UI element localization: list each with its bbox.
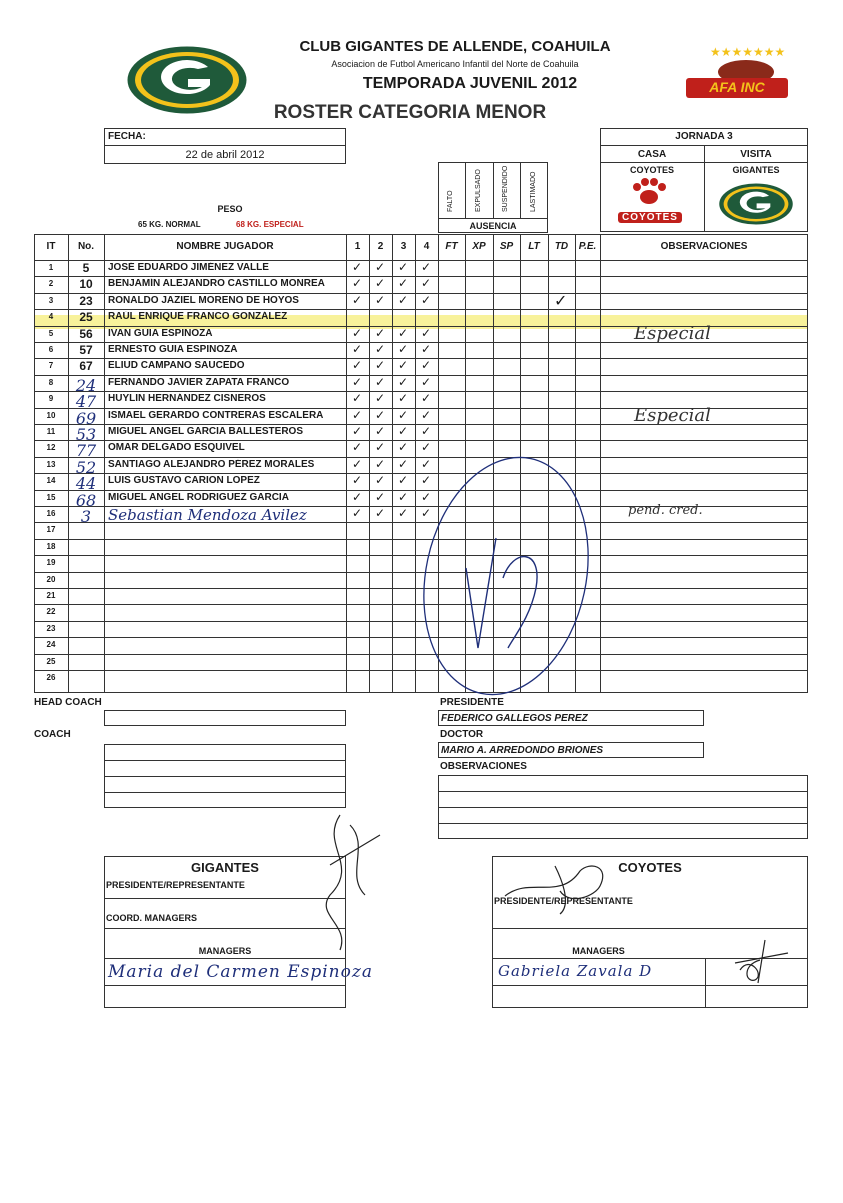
- col-no: No.: [77, 241, 95, 252]
- quarter-check-icon[interactable]: ✓: [352, 325, 363, 340]
- quarter-check-icon[interactable]: ✓: [398, 276, 409, 291]
- col-lt: LT: [528, 241, 540, 252]
- row-player-name: Sebastian Mendoza Avilez: [108, 506, 307, 524]
- quarter-check-icon[interactable]: ✓: [421, 407, 432, 422]
- row-number: 57: [79, 343, 93, 357]
- fecha-value: 22 de abril 2012: [185, 149, 265, 161]
- row-number: 68: [75, 490, 97, 510]
- quarter-check-icon[interactable]: ✓: [421, 391, 432, 406]
- row-it: 18: [46, 541, 56, 551]
- coyotes-title: COYOTES: [618, 860, 682, 875]
- row-number: 10: [79, 277, 93, 292]
- quarter-check-icon[interactable]: ✓: [375, 391, 386, 406]
- row-player-name: FERNANDO JAVIER ZAPATA FRANCO: [108, 376, 290, 388]
- quarter-check-icon[interactable]: ✓: [398, 506, 409, 520]
- peso-label: PESO: [217, 204, 243, 214]
- quarter-check-icon[interactable]: ✓: [398, 325, 409, 340]
- col-it: IT: [46, 241, 56, 252]
- coach-label: COACH: [34, 729, 71, 740]
- row-number: 44: [75, 474, 97, 494]
- td-check-icon[interactable]: ✓: [554, 292, 568, 310]
- coyotes-manager-name: Gabriela Zavala D: [498, 962, 653, 980]
- quarter-check-icon[interactable]: ✓: [398, 391, 409, 406]
- row-it: 9: [48, 394, 54, 404]
- col-q2: 2: [377, 241, 384, 252]
- row-player-name: ELIUD CAMPANO SAUCEDO: [108, 360, 245, 372]
- row-player-name: IVAN GUIA ESPINOZA: [108, 327, 213, 339]
- row-number: 56: [79, 326, 93, 341]
- peso-especial: 68 KG. ESPECIAL: [236, 220, 304, 229]
- row-it: 1: [48, 263, 54, 272]
- gigantes-signature-mark: [310, 805, 390, 960]
- falto-label: FALTO: [447, 190, 454, 212]
- lastimado-label: LASTIMADO: [530, 171, 537, 212]
- quarter-check-icon[interactable]: ✓: [375, 325, 386, 340]
- quarter-check-icon[interactable]: ✓: [398, 407, 409, 422]
- quarter-check-icon[interactable]: ✓: [421, 456, 432, 471]
- coyotes-paw-icon: [624, 177, 674, 216]
- doctor-field[interactable]: MARIO A. ARREDONDO BRIONES: [438, 742, 704, 758]
- quarter-check-icon[interactable]: ✓: [375, 506, 386, 520]
- row-player-name: LUIS GUSTAVO CARION LOPEZ: [108, 475, 260, 487]
- row-it: 24: [46, 640, 56, 650]
- quarter-check-icon[interactable]: ✓: [421, 506, 432, 520]
- observaciones-label: OBSERVACIONES: [440, 761, 527, 772]
- quarter-check-icon[interactable]: ✓: [421, 292, 432, 307]
- col-q3: 3: [400, 241, 407, 252]
- gigantes-managers-label: MANAGERS: [198, 946, 252, 956]
- quarter-check-icon[interactable]: ✓: [352, 407, 363, 422]
- quarter-check-icon[interactable]: ✓: [352, 506, 363, 520]
- casa-team: COYOTES: [629, 165, 674, 175]
- association-subtitle: Asociacion de Futbol Americano Infantil del Norte de Coahuila: [331, 59, 579, 69]
- quarter-check-icon[interactable]: ✓: [398, 456, 409, 471]
- row-player-name: HUYLIN HERNÁNDEZ CISNEROS: [108, 393, 266, 405]
- coyotes-pres-label: PRESIDENTE/REPRESENTANTE: [494, 896, 633, 906]
- row-player-name: SANTIAGO ALEJANDRO PÉREZ MORALES: [108, 458, 315, 470]
- row-it: 6: [48, 345, 54, 354]
- row-player-name: RONALDO JAZIEL MORENO DE HOYOS: [108, 294, 299, 306]
- handwritten-mark: [418, 448, 593, 713]
- visita-team: GIGANTES: [732, 165, 780, 175]
- gigantes-manager-name: Maria del Carmen Espinoza: [108, 962, 373, 982]
- row-player-name: OMAR DELGADO ESQUIVEL: [108, 442, 245, 454]
- quarter-check-icon[interactable]: ✓: [398, 342, 409, 356]
- row-it: 10: [46, 410, 56, 420]
- quarter-check-icon[interactable]: ✓: [421, 424, 432, 438]
- quarter-check-icon[interactable]: ✓: [375, 456, 386, 471]
- quarter-check-icon[interactable]: ✓: [352, 276, 363, 291]
- quarter-check-icon[interactable]: ✓: [398, 440, 409, 455]
- quarter-check-icon[interactable]: ✓: [375, 260, 386, 274]
- row-it: 13: [46, 459, 56, 469]
- row-player-name: BENJAMÍN ALEJANDRO CASTILLO MONREA: [108, 278, 325, 290]
- presidente-label: PRESIDENTE: [440, 697, 504, 708]
- gigantes-coord-label: COORD. MANAGERS: [106, 913, 198, 923]
- season-title: TEMPORADA JUVENIL 2012: [362, 75, 578, 92]
- row-number: 3: [80, 507, 92, 526]
- col-td: TD: [554, 241, 569, 252]
- coyotes-signature-mark: [500, 856, 620, 921]
- quarter-check-icon[interactable]: ✓: [375, 424, 386, 438]
- quarter-check-icon[interactable]: ✓: [352, 440, 363, 455]
- row-it: 8: [48, 377, 54, 387]
- row-it: 16: [46, 509, 56, 518]
- head-coach-label: HEAD COACH: [34, 697, 102, 708]
- presidente-field[interactable]: FEDERICO GALLEGOS PEREZ: [438, 710, 704, 726]
- quarter-check-icon[interactable]: ✓: [352, 391, 363, 406]
- visita-label: VISITA: [740, 149, 772, 160]
- quarter-check-icon[interactable]: ✓: [375, 489, 386, 504]
- row-number: 52: [75, 457, 97, 477]
- roster-title: ROSTER CATEGORIA MENOR: [273, 102, 547, 123]
- row-it: 5: [48, 328, 54, 338]
- quarter-check-icon[interactable]: ✓: [352, 358, 363, 373]
- afa-logo: [684, 42, 794, 102]
- row-observation: Especial: [634, 322, 711, 344]
- row-number: 24: [75, 375, 97, 395]
- afa-logo-text: AFA INC: [709, 79, 765, 95]
- jornada-title: JORNADA 3: [675, 131, 733, 142]
- quarter-check-icon[interactable]: ✓: [352, 260, 363, 274]
- quarter-check-icon[interactable]: ✓: [352, 374, 363, 389]
- row-it: 26: [46, 673, 56, 682]
- quarter-check-icon[interactable]: ✓: [398, 489, 409, 504]
- col-name: NOMBRE JUGADOR: [176, 241, 274, 252]
- quarter-check-icon[interactable]: ✓: [398, 292, 409, 307]
- gigantes-title: GIGANTES: [191, 860, 259, 875]
- row-observation: Especial: [634, 404, 711, 426]
- row-player-name: RAÚL ENRIQUE FRANCO GONZÁLEZ: [108, 311, 288, 323]
- expulsado-label: EXPULSADO: [475, 169, 482, 212]
- quarter-check-icon[interactable]: ✓: [421, 342, 432, 356]
- quarter-check-icon[interactable]: ✓: [421, 260, 432, 274]
- ausencia-label: AUSENCIA: [469, 221, 517, 231]
- head-coach-field[interactable]: [104, 710, 346, 726]
- quarter-check-icon[interactable]: ✓: [352, 489, 363, 504]
- col-ft: FT: [445, 241, 458, 252]
- row-number: 77: [75, 441, 97, 461]
- col-xp: XP: [472, 241, 486, 252]
- quarter-check-icon[interactable]: ✓: [421, 489, 432, 504]
- row-it: 4: [48, 312, 54, 322]
- gigantes-logo-top: [126, 45, 248, 120]
- row-it: 2: [48, 279, 54, 289]
- coyotes-managers-label: MANAGERS: [572, 946, 625, 956]
- row-it: 7: [48, 361, 54, 371]
- quarter-check-icon[interactable]: ✓: [352, 424, 363, 438]
- row-it: 3: [48, 295, 54, 305]
- quarter-check-icon[interactable]: ✓: [421, 473, 432, 488]
- quarter-check-icon[interactable]: ✓: [375, 374, 386, 389]
- quarter-check-icon[interactable]: ✓: [398, 374, 409, 389]
- row-it: 25: [46, 656, 56, 666]
- row-player-name: MIGUEL ANGEL RODRIGUEZ GARCIA: [108, 491, 289, 503]
- col-q1: 1: [354, 241, 361, 252]
- quarter-check-icon[interactable]: ✓: [398, 358, 409, 373]
- quarter-check-icon[interactable]: ✓: [421, 358, 432, 373]
- gigantes-pres-label: PRESIDENTE/REPRESENTANTE: [106, 880, 245, 890]
- row-player-name: ISMAEL GERARDO CONTRERAS ESCALERA: [108, 409, 324, 421]
- row-it: 21: [46, 591, 56, 600]
- row-it: 14: [46, 476, 56, 486]
- row-it: 12: [46, 443, 56, 453]
- row-player-name: MIGUEL ANGEL GARCIA BALLESTEROS: [108, 426, 304, 437]
- col-q4: 4: [423, 241, 430, 252]
- quarter-check-icon[interactable]: ✓: [421, 440, 432, 455]
- svg-text:★★★★★★★: ★★★★★★★: [710, 45, 786, 59]
- row-observation: pend. cred.: [628, 503, 703, 518]
- quarter-check-icon[interactable]: ✓: [375, 407, 386, 422]
- gigantes-logo-small: [718, 181, 794, 232]
- col-sp: SP: [499, 241, 514, 252]
- quarter-check-icon[interactable]: ✓: [375, 440, 386, 455]
- quarter-check-icon[interactable]: ✓: [398, 260, 409, 274]
- row-it: 19: [46, 558, 56, 568]
- suspendido-label: SUSPENDIDO: [502, 165, 509, 212]
- quarter-check-icon[interactable]: ✓: [375, 292, 386, 307]
- quarter-check-icon[interactable]: ✓: [352, 292, 363, 307]
- quarter-check-icon[interactable]: ✓: [375, 342, 386, 356]
- col-pe: P.E.: [578, 241, 597, 252]
- row-number: 69: [75, 408, 97, 428]
- row-it: 20: [46, 574, 56, 584]
- coyotes-logo-text: COYOTES: [618, 212, 682, 223]
- row-it: 23: [46, 623, 56, 633]
- quarter-check-icon[interactable]: ✓: [398, 424, 409, 438]
- row-player-name: JOSÉ EDUARDO JIMÉNEZ VALLE: [108, 262, 269, 273]
- quarter-check-icon[interactable]: ✓: [375, 276, 386, 291]
- row-number: 5: [82, 261, 90, 275]
- doctor-label: DOCTOR: [440, 729, 484, 740]
- club-title: CLUB GIGANTES DE ALLENDE, COAHUILA: [299, 38, 611, 55]
- quarter-check-icon[interactable]: ✓: [398, 473, 409, 488]
- quarter-check-icon[interactable]: ✓: [352, 456, 363, 471]
- fecha-label: FECHA:: [108, 131, 146, 142]
- quarter-check-icon[interactable]: ✓: [421, 374, 432, 389]
- quarter-check-icon[interactable]: ✓: [375, 473, 386, 488]
- coyotes-initials-mark: [730, 935, 790, 990]
- row-it: 11: [46, 427, 56, 436]
- row-number: 47: [75, 392, 97, 412]
- quarter-check-icon[interactable]: ✓: [375, 358, 386, 373]
- row-it: 17: [46, 525, 56, 535]
- quarter-check-icon[interactable]: ✓: [421, 325, 432, 340]
- row-number: 53: [75, 425, 97, 444]
- quarter-check-icon[interactable]: ✓: [352, 473, 363, 488]
- row-player-name: ERNESTO GUIA ESPINOZA: [108, 344, 238, 355]
- casa-label: CASA: [637, 149, 667, 160]
- row-it: 15: [46, 492, 56, 502]
- quarter-check-icon[interactable]: ✓: [421, 276, 432, 291]
- row-number: 25: [79, 310, 93, 325]
- row-it: 22: [46, 607, 56, 617]
- quarter-check-icon[interactable]: ✓: [352, 342, 363, 356]
- row-number: 67: [79, 359, 93, 374]
- peso-normal: 65 KG. NORMAL: [138, 220, 201, 229]
- row-number: 23: [79, 293, 93, 308]
- col-observaciones: OBSERVACIONES: [660, 241, 748, 252]
